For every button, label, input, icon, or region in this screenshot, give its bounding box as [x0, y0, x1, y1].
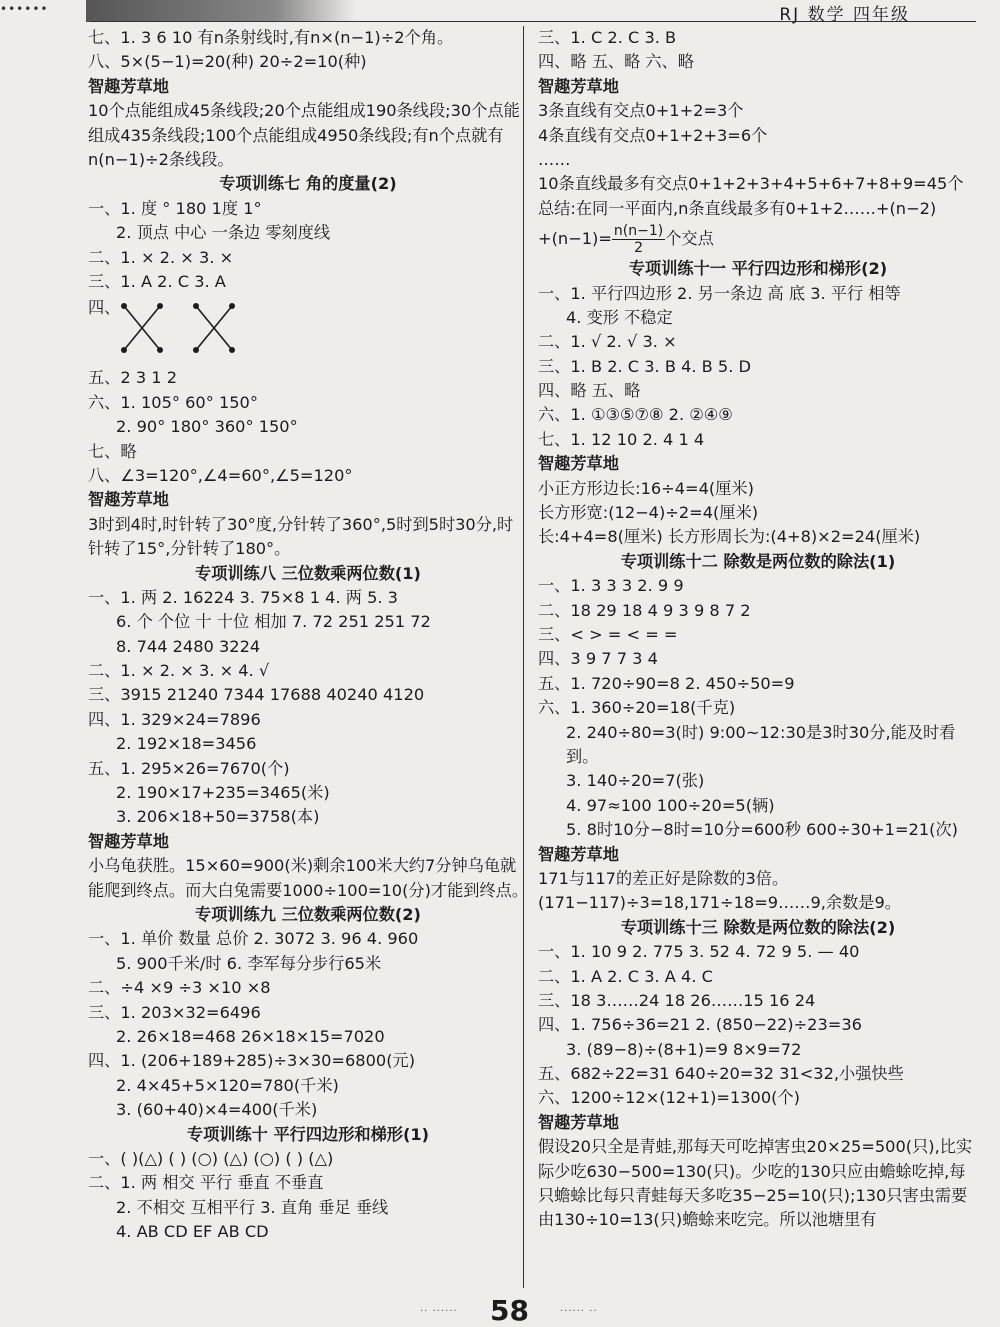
subsection-title: 智趣芳草地 — [538, 1112, 619, 1132]
answer-line: 171与117的差正好是除数的3倍。(171−117)÷3=18,171÷18=9……9,余数是9。 — [538, 868, 901, 913]
answer-line: 2. 192×18=3456 — [116, 734, 257, 754]
answer-line: 二、÷4 ×9 ÷3 ×10 ×8 — [88, 978, 271, 998]
matching-dot — [193, 303, 199, 309]
answer-line: 总结:在同一平面内,n条直线最多有0+1+2……+(n−2) — [538, 198, 937, 218]
answer-line: 一、1. 10 9 2. 775 3. 52 4. 72 9 5. — 40 — [538, 942, 860, 962]
answer-line: 3. 140÷20=7(张) — [566, 771, 705, 791]
fraction-numerator: n(n−1) — [613, 223, 664, 240]
answer-line: 6. 个 个位 十 十位 相加 7. 72 251 251 72 — [116, 612, 431, 632]
fraction-denominator: 2 — [634, 240, 643, 257]
answer-line: 5. 900千米/时 6. 李军每分步行65米 — [116, 953, 382, 973]
answer-line: 三、1. A 2. C 3. A — [88, 271, 226, 291]
left-column — [88, 26, 528, 1244]
answer-line: 五、682÷22=31 640÷20=32 31<32,小强快些 — [538, 1064, 904, 1084]
header-rule — [90, 21, 976, 22]
answer-line: 2. 90° 180° 360° 150° — [116, 417, 298, 437]
answer-line: 2. 不相交 互相平行 3. 直角 垂足 垂线 — [116, 1197, 389, 1217]
answer-line: 3条直线有交点0+1+2=3个 — [538, 101, 744, 121]
answer-line: 一、1. 两 2. 16224 3. 75×8 1 4. 两 5. 3 — [88, 587, 398, 607]
answer-line: 五、1. 720÷90=8 2. 450÷50=9 — [538, 673, 795, 693]
answer-line: 3. (89−8)÷(8+1)=9 8×9=72 — [566, 1039, 802, 1059]
answer-line: 二、18 29 18 4 9 3 9 8 7 2 — [538, 600, 751, 620]
subsection-title: 智趣芳草地 — [88, 76, 169, 96]
answer-line: 七、1. 3 6 10 有n条射线时,有n×(n−1)÷2个角。 — [88, 28, 454, 47]
page-footer — [0, 1294, 1000, 1326]
answer-line: 三、1. 203×32=6496 — [88, 1002, 261, 1022]
answer-line: 2. 190×17+235=3465(米) — [116, 783, 330, 803]
fraction — [612, 223, 665, 256]
answer-line: 三、< > = < = = — [538, 624, 678, 644]
answer-line: 八、5×(5−1)=20(种) 20÷2=10(种) — [88, 52, 367, 72]
matching-dot — [229, 347, 235, 353]
answer-line: 5. 8时10分−8时=10分=600秒 600÷30+1=21(次) — [566, 820, 958, 840]
answer-line: 三、1. C 2. C 3. B — [538, 28, 677, 47]
answer-line: 四、略 五、略 — [538, 381, 641, 401]
section-title: 专项训练十一 平行四边形和梯形(2) — [628, 259, 888, 279]
subsection-title: 智趣芳草地 — [88, 831, 169, 851]
answer-line: 三、18 3……24 18 26……15 16 24 — [538, 990, 816, 1010]
subsection-title: 智趣芳草地 — [88, 490, 169, 510]
right-column — [538, 26, 978, 1233]
answer-line: 10条直线最多有交点0+1+2+3+4+5+6+7+8+9=45个 — [538, 174, 964, 194]
answer-line: 一、( )(△) ( ) (○) (△) (○) ( ) (△) — [88, 1148, 334, 1168]
answer-line: 六、1200÷12×(12+1)=1300(个) — [538, 1088, 800, 1108]
answer-line: 2. 4×45+5×120=780(千米) — [116, 1075, 339, 1095]
matching-dot — [121, 303, 127, 309]
answer-line: 小乌龟获胜。15×60=900(米)剩余100米大约7分钟乌龟就能爬到终点。而大白兔需要1000÷100=10(分)才能到终点。 — [88, 856, 528, 900]
header-bar — [86, 0, 356, 22]
footer-deco-left: ·· ······ — [420, 1306, 458, 1317]
matching-dot — [121, 347, 127, 353]
answer-line: 10个点能组成45条线段;20个点能组成190条线段;30个点能组成435条线段;100个点能组成4950条线段;有n个点就有n(n−1)÷2条线段。 — [88, 101, 520, 169]
matching-dot — [157, 303, 163, 309]
answer-line: 二、1. A 2. C 3. A 4. C — [538, 966, 713, 986]
section-title: 专项训练九 三位数乘两位数(2) — [195, 905, 421, 924]
answer-line: 二、1. × 2. × 3. × — [88, 247, 234, 267]
answer-line: 2. 240÷80=3(时) 9:00~12:30是3时30分,能及时看到。 — [566, 722, 956, 766]
section-title: 专项训练七 角的度量(2) — [219, 174, 397, 194]
answer-line: 七、1. 12 10 2. 4 1 4 — [538, 429, 705, 449]
page-header — [0, 0, 1000, 24]
answer-line: 三、3915 21240 7344 17688 40240 4120 — [88, 685, 425, 705]
answer-line: 三、1. B 2. C 3. B 4. B 5. D — [538, 356, 751, 376]
line-text-after: 个交点 — [665, 229, 714, 249]
matching-dot — [157, 347, 163, 353]
answer-line: 七、略 — [88, 441, 137, 461]
line-text: 四、 — [88, 298, 121, 318]
answer-line: 3时到4时,时针转了30°度,分针转了360°,5时到5时30分,时针转了15°,分针转了180°。 — [88, 514, 514, 559]
section-title: 专项训练十 平行四边形和梯形(1) — [186, 1124, 430, 1144]
answer-line: 3. (60+40)×4=400(千米) — [116, 1100, 318, 1120]
matching-question — [88, 294, 528, 366]
answer-line: 长:4+4=8(厘米) 长方形周长为:(4+8)×2=24(厘米) — [538, 527, 921, 547]
answer-line: 四、略 五、略 六、略 — [538, 52, 694, 72]
section-title: 专项训练十三 除数是两位数的除法(2) — [620, 917, 896, 937]
answer-line: 一、1. 单价 数量 总价 2. 3072 3. 96 4. 960 — [88, 929, 419, 949]
answer-line: 2. 26×18=468 26×18×15=7020 — [116, 1026, 385, 1046]
answer-line: 2. 顶点 中心 一条边 零刻度线 — [116, 223, 331, 243]
header-grade: RJ 数学 四年级 — [779, 5, 910, 25]
answer-line: 二、1. 两 相交 平行 垂直 不垂直 — [88, 1173, 324, 1193]
answer-line: 长方形宽:(12−4)÷2=4(厘米) — [538, 503, 759, 523]
matching-dot — [229, 303, 235, 309]
footer-deco-right: ······ ·· — [560, 1306, 598, 1317]
answer-line: 一、1. 度 ° 180 1度 1° — [88, 198, 262, 218]
answer-line: 一、1. 3 3 3 2. 9 9 — [538, 576, 684, 596]
answer-line: 四、1. (206+189+285)÷3×30=6800(元) — [88, 1051, 416, 1071]
answer-line: 五、2 3 1 2 — [88, 368, 178, 388]
subsection-title: 智趣芳草地 — [538, 454, 619, 474]
answer-line: 六、1. ①③⑤⑦⑧ 2. ②④⑨ — [538, 405, 733, 425]
fraction-line — [538, 221, 978, 257]
answer-line: 小正方形边长:16÷4=4(厘米) — [538, 478, 754, 498]
section-title: 专项训练八 三位数乘两位数(1) — [195, 563, 421, 583]
answer-line: 4. 变形 不稳定 — [566, 307, 673, 327]
header-dots: •••••• — [0, 2, 49, 16]
answer-line: 四、1. 756÷36=21 2. (850−22)÷23=36 — [538, 1015, 862, 1035]
subsection-title: 智趣芳草地 — [538, 76, 619, 96]
answer-line: 八、∠3=120°,∠4=60°,∠5=120° — [88, 465, 353, 485]
answer-line: 六、1. 360÷20=18(千克) — [538, 698, 736, 718]
answer-line: 四、1. 329×24=7896 — [88, 709, 261, 729]
page-number: 58 — [490, 1294, 529, 1327]
answer-line: 五、1. 295×26=7670(个) — [88, 758, 290, 778]
subsection-title: 智趣芳草地 — [538, 844, 619, 864]
answer-line: 4条直线有交点0+1+2+3=6个 — [538, 125, 768, 145]
answer-line: 二、1. √ 2. √ 3. × — [538, 332, 677, 352]
answer-line: 4. 97≈100 100÷20=5(辆) — [566, 795, 775, 815]
answer-line: 3. 206×18+50=3758(本) — [116, 807, 320, 827]
answer-line: 二、1. × 2. × 3. × 4. √ — [88, 661, 270, 681]
answer-line: 8. 744 2480 3224 — [116, 636, 261, 656]
answer-line: 假设20只全是青蛙,那每天可吃掉害虫20×25=500(只),比实际少吃630−500=130(只)。少吃的130只应由蟾蜍吃掉,每只蟾蜍比每只青蛙每天多吃35−25=10(只);130只害虫需要由130÷10=13(只)蟾蜍来吃完。所以池塘里有 — [538, 1137, 973, 1230]
answer-line: 一、1. 平行四边形 2. 另一条边 高 底 3. 平行 相等 — [538, 283, 901, 303]
answer-line: 四、3 9 7 7 3 4 — [538, 649, 658, 669]
matching-dot — [193, 347, 199, 353]
line-text: +(n−1)= — [538, 229, 612, 249]
answer-line: …… — [538, 149, 571, 169]
matching-lines-diagram — [114, 300, 264, 360]
answer-line: 4. AB CD EF AB CD — [116, 1222, 269, 1242]
answer-line: 六、1. 105° 60° 150° — [88, 392, 258, 412]
section-title: 专项训练十二 除数是两位数的除法(1) — [620, 551, 896, 571]
